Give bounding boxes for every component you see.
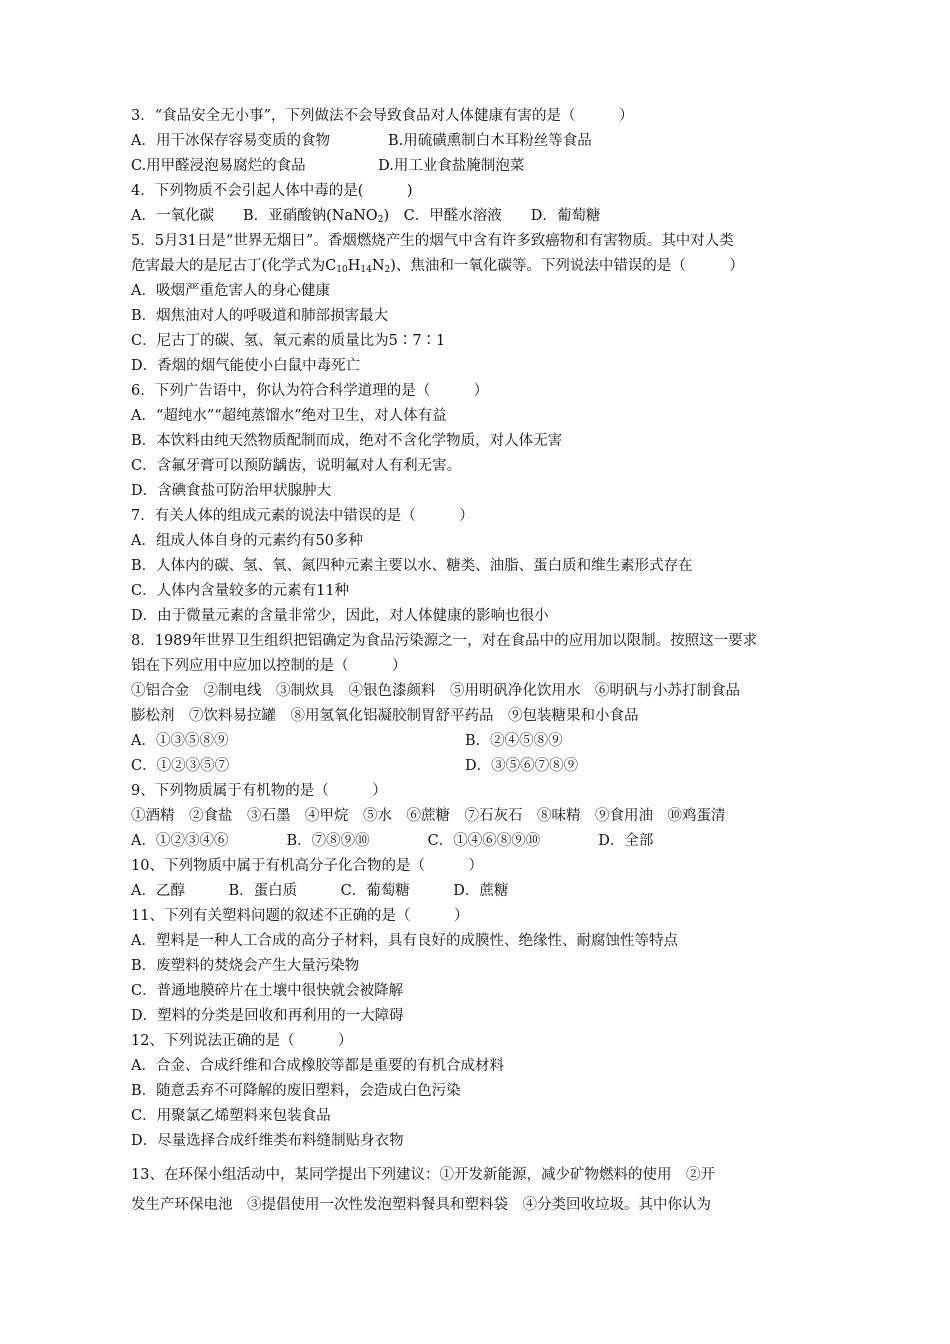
q9-options: A．①②③④⑥ B．⑦⑧⑨⑩ C．①④⑥⑧⑨⑩ D．全部 xyxy=(131,833,654,849)
q9-stem: 9、下列物质属于有机物的是（ ） xyxy=(131,783,387,799)
q6-option-c: C．含氟牙膏可以预防龋齿，说明氟对人有利无害。 xyxy=(131,458,462,474)
q10-options: A．乙醇 B．蛋白质 C．葡萄糖 D．蔗糖 xyxy=(131,883,509,899)
q7-option-c: C．人体内含量较多的元素有11种 xyxy=(131,583,350,599)
q8-option-b: B．②④⑤⑧⑨ xyxy=(465,733,563,749)
q4-stem: 4．下列物质不会引起人体中毒的是( ) xyxy=(131,183,413,199)
q5-option-b: B．烟焦油对人的呼吸道和肺部损害最大 xyxy=(131,308,389,324)
q5-stem-line2: 危害最大的是尼古丁(化学式为$C_{10}H_{14}N_2$)、焦油和一氧化碳等。下列说法中错误的是（ ） xyxy=(131,258,744,275)
q11-option-a: A．塑料是一种人工合成的高分子材料，具有良好的成膜性、绝缘性、耐腐蚀性等特点 xyxy=(131,933,678,949)
q8-items-line2: 膨松剂 ⑦饮料易拉罐 ⑧用氢氧化铝凝胶制胃舒平药品 ⑨包装糖果和小食品 xyxy=(131,708,639,724)
q6-option-d: D．含碘食盐可防治甲状腺肿大 xyxy=(131,483,332,499)
q3-options-ab: A．用干冰保存容易变质的食物 B.用硫磺熏制白木耳粉丝等食品 xyxy=(131,133,592,149)
q7-stem: 7．有关人体的组成元素的说法中错误的是（ ） xyxy=(131,508,474,524)
q13-line2: 发生产环保电池 ③提倡使用一次性发泡塑料餐具和塑料袋 ④分类回收垃圾。其中你认为 xyxy=(131,1197,711,1213)
q9-items: ①酒精 ②食盐 ③石墨 ④甲烷 ⑤水 ⑥蔗糖 ⑦石灰石 ⑧味精 ⑨食用油 ⑩鸡蛋清 xyxy=(131,808,726,824)
q12-option-d: D．尽量选择合成纤维类布料缝制贴身衣物 xyxy=(131,1133,404,1149)
q13-line1: 13、在环保小组活动中，某同学提出下列建议：①开发新能源，减少矿物燃料的使用 ②开 xyxy=(131,1167,715,1183)
q8-stem-line1: 8．1989年世界卫生组织把铝确定为食品污染源之一，对在食品中的应用加以限制。按照这一要求 xyxy=(131,633,758,649)
q12-option-a: A．合金、合成纤维和合成橡胶等都是重要的有机合成材料 xyxy=(131,1058,504,1074)
q5-option-d: D．香烟的烟气能使小白鼠中毒死亡 xyxy=(131,358,361,374)
q12-option-b: B．随意丢弃不可降解的废旧塑料，会造成白色污染 xyxy=(131,1083,461,1099)
q10-stem: 10、下列物质中属于有机高分子化合物的是（ ） xyxy=(131,858,483,874)
q7-option-a: A．组成人体自身的元素约有50多种 xyxy=(131,533,363,549)
q4-options: A．一氧化碳 B．亚硝酸钠(NaNO$_2$) C．甲醛水溶液 D．葡萄糖 xyxy=(131,208,601,225)
q11-option-c: C．普通地膜碎片在土壤中很快就会被降解 xyxy=(131,983,404,999)
q12-stem: 12、下列说法正确的是（ ） xyxy=(131,1033,353,1049)
q5-option-a: A．吸烟严重危害人的身心健康 xyxy=(131,283,330,299)
q8-items-line1: ①铝合金 ②制电线 ③制炊具 ④银色漆颜料 ⑤用明矾净化饮用水 ⑥明矾与小苏打制食品 xyxy=(131,683,740,699)
q7-option-b: B．人体内的碳、氢、氧、氮四种元素主要以水、糖类、油脂、蛋白质和维生素形式存在 xyxy=(131,558,693,574)
q6-option-b: B．本饮料由纯天然物质配制而成，绝对不含化学物质，对人体无害 xyxy=(131,433,563,449)
q3-options-cd: C.用甲醛浸泡易腐烂的食品 D.用工业食盐腌制泡菜 xyxy=(131,158,525,174)
q8-option-c: C．①②③⑤⑦ xyxy=(131,758,230,774)
q8-stem-line2: 铝在下列应用中应加以控制的是（ ） xyxy=(131,658,407,674)
q11-option-d: D．塑料的分类是回收和再利用的一大障碍 xyxy=(131,1008,404,1024)
q5-stem-line1: 5．5月31日是“世界无烟日”。香烟燃烧产生的烟气中含有许多致癌物和有害物质。其中对人类 xyxy=(131,233,734,249)
q6-option-a: A．“超纯水”“超纯蒸馏水”绝对卫生，对人体有益 xyxy=(131,408,447,424)
q5-option-c: C．尼古丁的碳、氢、氧元素的质量比为5∶7∶1 xyxy=(131,333,446,349)
q8-option-d: D．③⑤⑥⑦⑧⑨ xyxy=(465,758,579,774)
q7-option-d: D．由于微量元素的含量非常少，因此，对人体健康的影响也很小 xyxy=(131,608,549,624)
q6-stem: 6．下列广告语中，你认为符合科学道理的是（ ） xyxy=(131,383,489,399)
q12-option-c: C．用聚氯乙烯塑料来包装食品 xyxy=(131,1108,331,1124)
q3-stem: 3．“食品安全无小事”，下列做法不会导致食品对人体健康有害的是（ ） xyxy=(131,108,634,124)
q8-option-a: A．①③⑤⑧⑨ xyxy=(131,733,229,749)
q11-stem: 11、下列有关塑料问题的叙述不正确的是（ ） xyxy=(131,908,469,924)
q11-option-b: B．废塑料的焚烧会产生大量污染物 xyxy=(131,958,360,974)
